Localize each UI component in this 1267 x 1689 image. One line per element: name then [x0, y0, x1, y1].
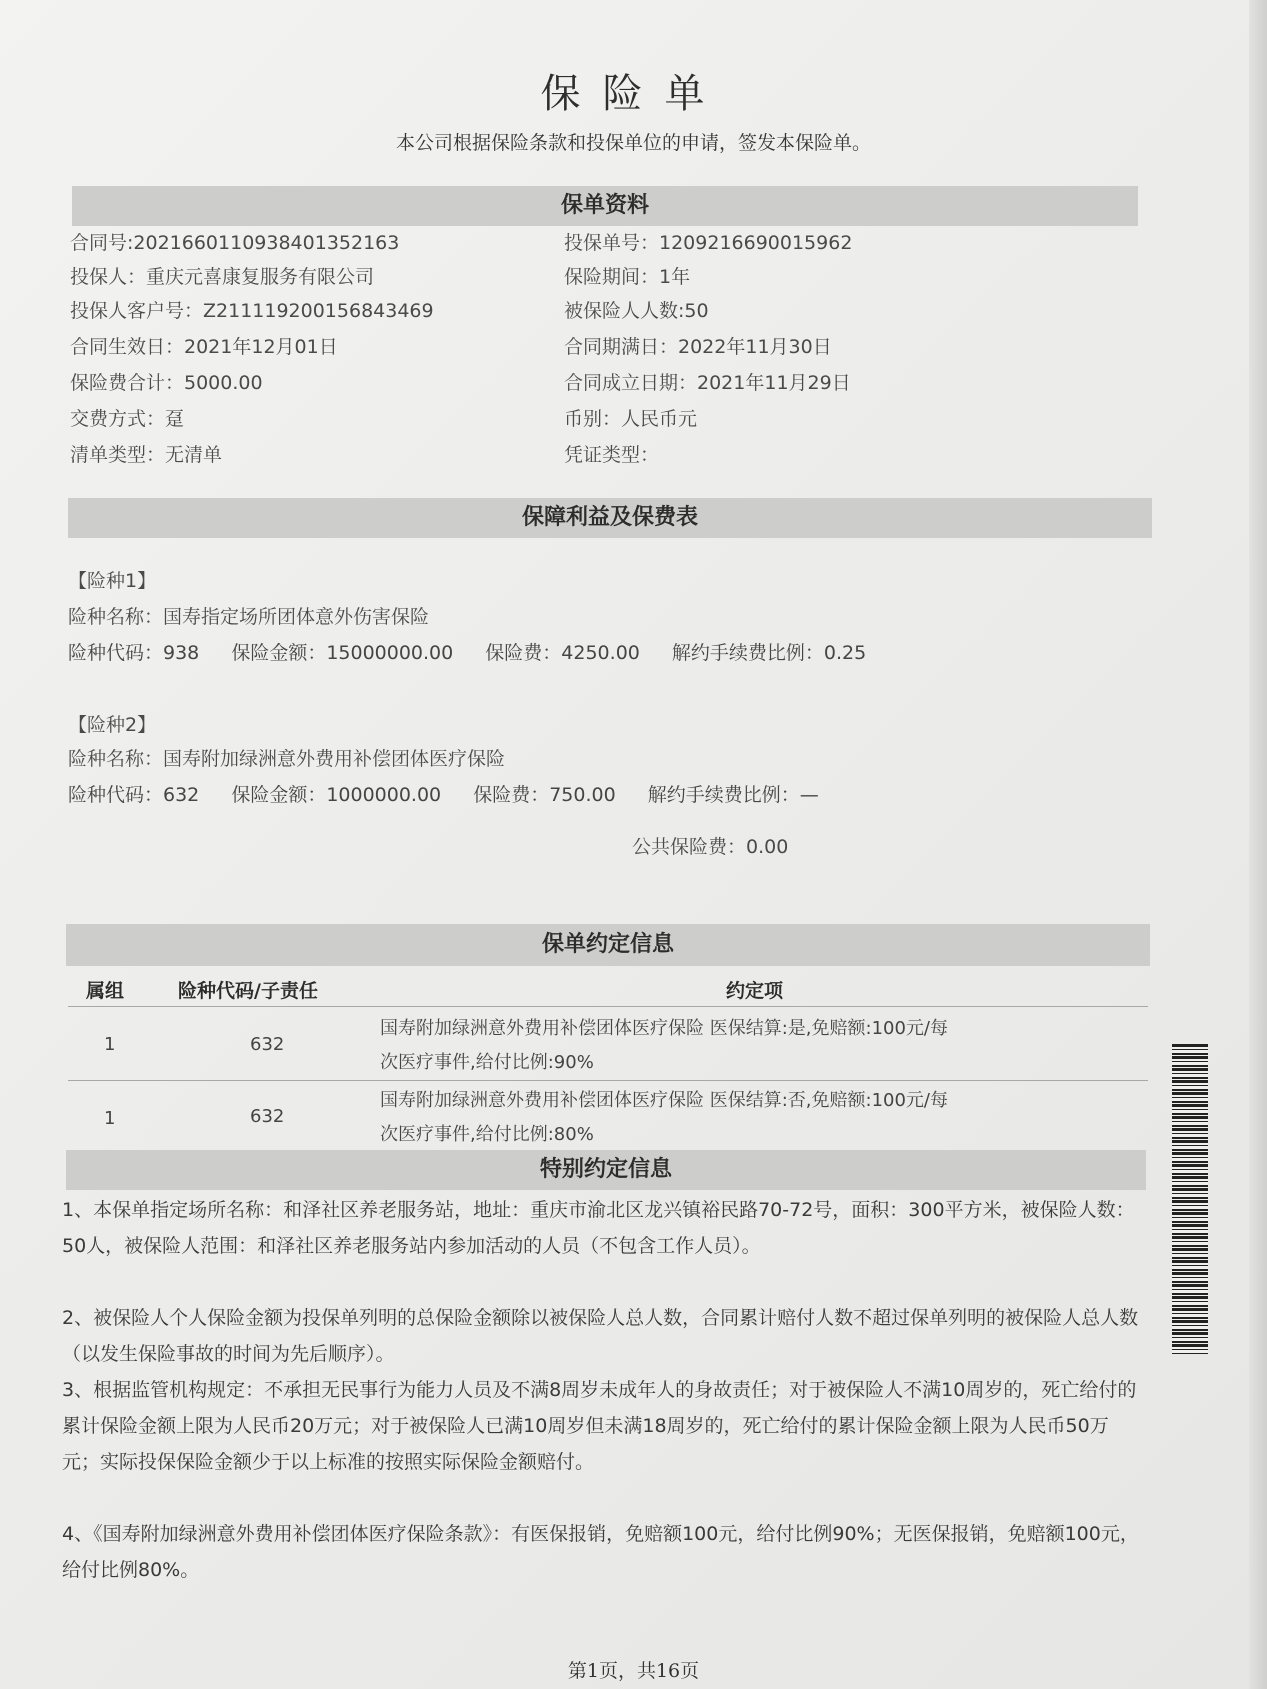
insurance-period: 保险期间：1年 — [564, 266, 691, 288]
coverage-2-amount: 保险金额：1000000.00 — [231, 784, 442, 806]
table-row-2-terms-line2: 次医疗事件,给付比例:80% — [380, 1124, 594, 1145]
insured-count: 被保险人人数:50 — [564, 300, 709, 322]
payment-method: 交费方式：趸 — [70, 408, 185, 430]
coverage-1-name: 险种名称：国寿指定场所团体意外伤害保险 — [68, 606, 430, 628]
customer-number: 投保人客户号：Z211119200156843469 — [70, 300, 434, 322]
voucher-type: 凭证类型： — [564, 444, 660, 466]
table-row-1-code: 632 — [250, 1034, 285, 1055]
coverage-1-premium: 保险费：4250.00 — [485, 642, 640, 664]
public-premium: 公共保险费：0.00 — [632, 836, 789, 858]
table-divider — [68, 1006, 1148, 1007]
coverage-2-code: 险种代码：632 — [68, 784, 200, 806]
table-row-2-code: 632 — [250, 1106, 285, 1127]
page-number: 第1页，共16页 — [567, 1660, 700, 1682]
table-row-2-terms-line1: 国寿附加绿洲意外费用补偿团体医疗保险 医保结算:否,免赔额:100元/每 — [380, 1090, 948, 1111]
coverage-2-fee-ratio: 解约手续费比例：— — [647, 784, 819, 806]
section-header-special: 特别约定信息 — [66, 1150, 1146, 1190]
column-header-terms: 约定项 — [726, 980, 784, 1002]
document-title: 保险单 — [540, 71, 727, 117]
contract-number: 合同号:20216601109384013521​63 — [70, 232, 400, 254]
barcode — [1172, 1044, 1208, 1354]
list-type: 清单类型：无清单 — [70, 444, 223, 466]
page-edge-shadow — [1249, 0, 1267, 1689]
policyholder: 投保人：重庆元喜康复服务有限公司 — [70, 266, 375, 288]
document-subtitle: 本公司根据保险条款和投保单位的申请，签发本保险单。 — [395, 132, 871, 154]
coverage-1-details — [68, 638, 892, 665]
coverage-2-tag: 【险种2】 — [68, 714, 157, 736]
special-term-4: 4、《国寿附加绿洲意外费用补偿团体医疗保险条款》：有医保报销，免赔额100元，给付比例90%；无医保报销，免赔额100元，给付比例80%。 — [62, 1523, 1139, 1581]
table-divider — [68, 1080, 1148, 1081]
column-header-group: 属组 — [86, 980, 125, 1002]
section-header-benefits: 保障利益及保费表 — [68, 498, 1152, 538]
special-term-1: 1、本保单指定场所名称：和泽社区养老服务站，地址：重庆市渝北区龙兴镇裕民路70-72号，面积：300平方米，被保险人数：50人，被保险人范围：和泽社区养老服务站内参加活动的人员（不包含工作人员）。 — [62, 1199, 1135, 1257]
coverage-1-tag: 【险种1】 — [68, 570, 157, 592]
column-header-code: 险种代码/子责任 — [178, 980, 318, 1002]
table-row-1-group: 1 — [104, 1034, 116, 1055]
coverage-1-fee-ratio: 解约手续费比例：0.25 — [671, 642, 867, 664]
coverage-1-amount: 保险金额：15000000.00 — [231, 642, 454, 664]
expiry-date: 合同期满日：2022年11月30日 — [564, 336, 832, 358]
table-row-1-terms-line2: 次医疗事件,给付比例:90% — [380, 1052, 594, 1073]
established-date: 合同成立日期：2021年11月29日 — [564, 372, 851, 394]
coverage-2-name: 险种名称：国寿附加绿洲意外费用补偿团体医疗保险 — [68, 748, 506, 770]
application-number: 投保单号：1209216690015962 — [564, 232, 853, 254]
section-header-agreement: 保单约定信息 — [66, 924, 1150, 966]
table-row-1-terms-line1: 国寿附加绿洲意外费用补偿团体医疗保险 医保结算:是,免赔额:100元/每 — [380, 1018, 948, 1039]
coverage-2-details — [68, 780, 845, 807]
section-header-policy-info: 保单资料 — [72, 186, 1138, 226]
currency: 币别：人民币元 — [564, 408, 698, 430]
premium-total: 保险费合计：5000.00 — [70, 372, 263, 394]
special-term-3: 3、根据监管机构规定：不承担无民事行为能力人员及不满8周岁未成年人的身故责任；对于被保险人不满10周岁的，死亡给付的累计保险金额上限为人民币20万元；对于被保险人已满10周岁但未满18周岁的，死亡给付的累计保险金额上限为人民币50万元；实际投保保险金额少于以上标准的按照实际保险金额赔付。 — [62, 1379, 1137, 1473]
coverage-2-premium: 保险费：750.00 — [473, 784, 616, 806]
special-term-2: 2、被保险人个人保险金额为投保单列明的总保险金额除以被保险人总人数，合同累计赔付人数不超过保单列明的被保险人总人数（以发生保险事故的时间为先后顺序）。 — [62, 1307, 1139, 1365]
coverage-1-code: 险种代码：938 — [68, 642, 200, 664]
effective-date: 合同生效日：2021年12月01日 — [70, 336, 338, 358]
table-row-2-group: 1 — [104, 1108, 116, 1129]
